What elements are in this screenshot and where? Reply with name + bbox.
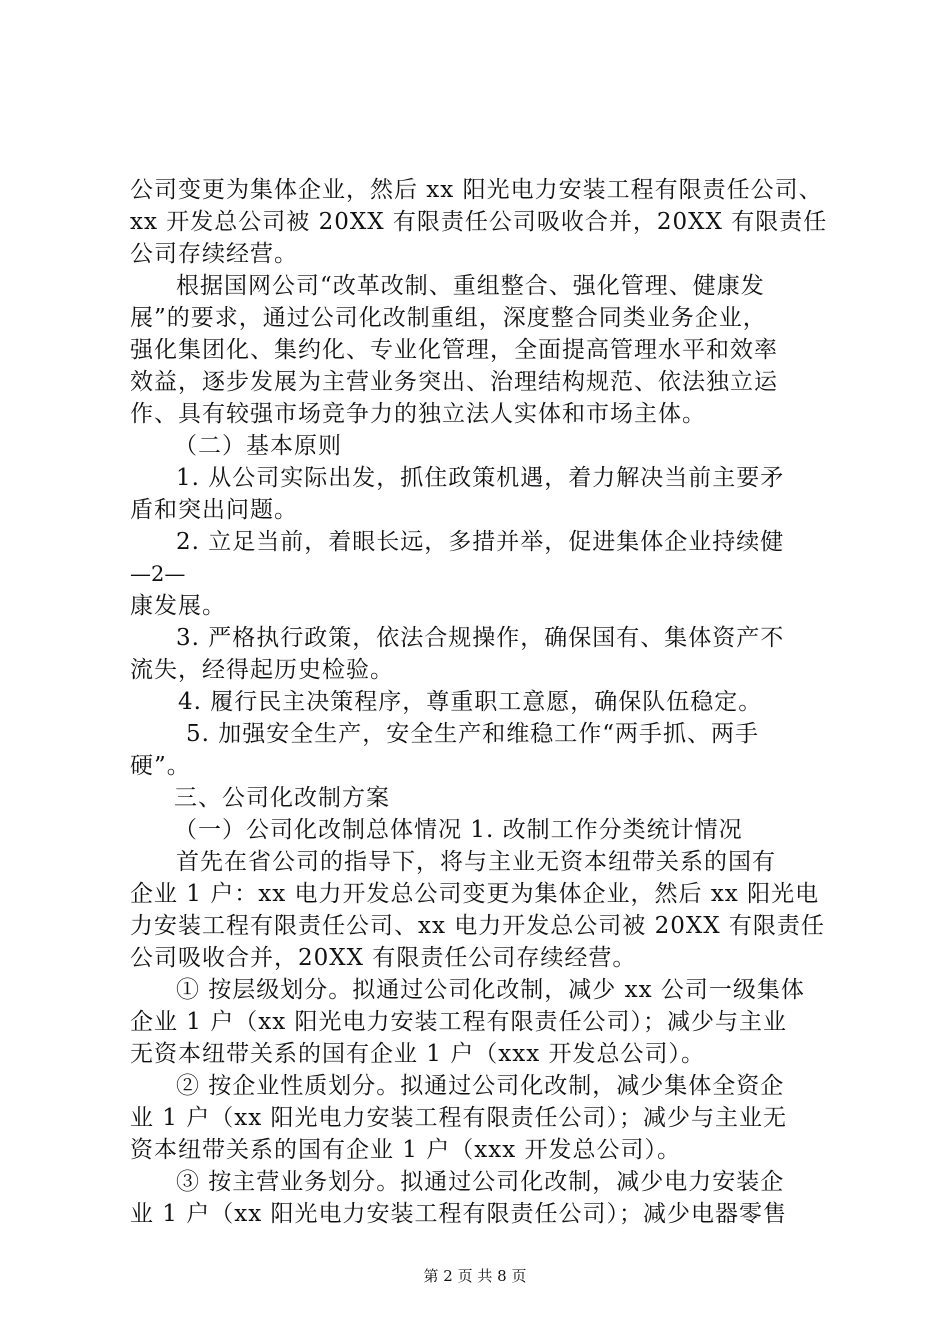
text-line: 公司变更为集体企业，然后 xx 阳光电力安装工程有限责任公司、 xyxy=(130,177,823,203)
page-footer: 第 2 页 共 8 页 xyxy=(423,1267,527,1285)
paragraph-first-line: 首先在省公司的指导下，将与主业无资本纽带关系的国有 xyxy=(176,849,776,875)
text-line: 流失，经得起历史检验。 xyxy=(130,657,394,683)
section-heading: 三、公司化改制方案 xyxy=(174,785,390,811)
section-heading: （二）基本原则 xyxy=(174,433,342,459)
paragraph-first-line: 根据国网公司“改革改制、重组整合、强化管理、健康发 xyxy=(176,273,765,299)
principle-item: 1. 从公司实际出发，抓住政策机遇，着力解决当前主要矛 xyxy=(176,465,785,491)
text-line: 公司吸收合并，20XX 有限责任公司存续经营。 xyxy=(130,945,637,971)
text-line: 盾和突出问题。 xyxy=(130,497,298,523)
text-line: 康发展。 xyxy=(130,593,226,619)
section-heading: （一）公司化改制总体情况 1. 改制工作分类统计情况 xyxy=(174,817,743,843)
text-line: 展”的要求，通过公司化改制重组，深度整合同类业务企业， xyxy=(130,305,767,331)
text-line: 硬”。 xyxy=(130,753,191,779)
principle-item: 4. 履行民主决策程序，尊重职工意愿，确保队伍稳定。 xyxy=(178,689,763,715)
text-line: 业 1 户（xx 阳光电力安装工程有限责任公司）；减少电器零售 xyxy=(130,1201,788,1227)
text-line: 资本纽带关系的国有企业 1 户（xxx 开发总公司）。 xyxy=(130,1137,681,1163)
principle-item: 3. 严格执行政策，依法合规操作，确保国有、集体资产不 xyxy=(176,625,785,651)
text-line: xx 开发总公司被 20XX 有限责任公司吸收合并，20XX 有限责任 xyxy=(130,209,828,235)
list-item: ① 按层级划分。拟通过公司化改制，减少 xx 公司一级集体 xyxy=(176,977,805,1003)
text-line: 力安装工程有限责任公司、xx 电力开发总公司被 20XX 有限责任 xyxy=(130,913,825,939)
text-line: 公司存续经营。 xyxy=(130,241,298,267)
principle-item: 2. 立足当前，着眼长远，多措并举，促进集体企业持续健 xyxy=(176,529,785,555)
principle-item: 5. 加强安全生产，安全生产和维稳工作“两手抓、两手 xyxy=(186,721,760,747)
text-line: 企业 1 户：xx 电力开发总公司变更为集体企业，然后 xx 阳光电 xyxy=(130,881,820,907)
list-item: ② 按企业性质划分。拟通过公司化改制，减少集体全资企 xyxy=(176,1073,785,1099)
text-line: 业 1 户（xx 阳光电力安装工程有限责任公司）；减少与主业无 xyxy=(130,1105,788,1131)
text-line: 效益，逐步发展为主营业务突出、治理结构规范、依法独立运 xyxy=(130,369,778,395)
page-number-mark: —2— xyxy=(130,562,186,586)
text-line: 作、具有较强市场竞争力的独立法人实体和市场主体。 xyxy=(130,401,706,427)
text-line: 强化集团化、集约化、专业化管理，全面提高管理水平和效率 xyxy=(130,337,778,363)
text-line: 企业 1 户（xx 阳光电力安装工程有限责任公司）；减少与主业 xyxy=(130,1009,788,1035)
text-line: 无资本纽带关系的国有企业 1 户（xxx 开发总公司）。 xyxy=(130,1041,705,1067)
list-item: ③ 按主营业务划分。拟通过公司化改制，减少电力安装企 xyxy=(176,1169,785,1195)
